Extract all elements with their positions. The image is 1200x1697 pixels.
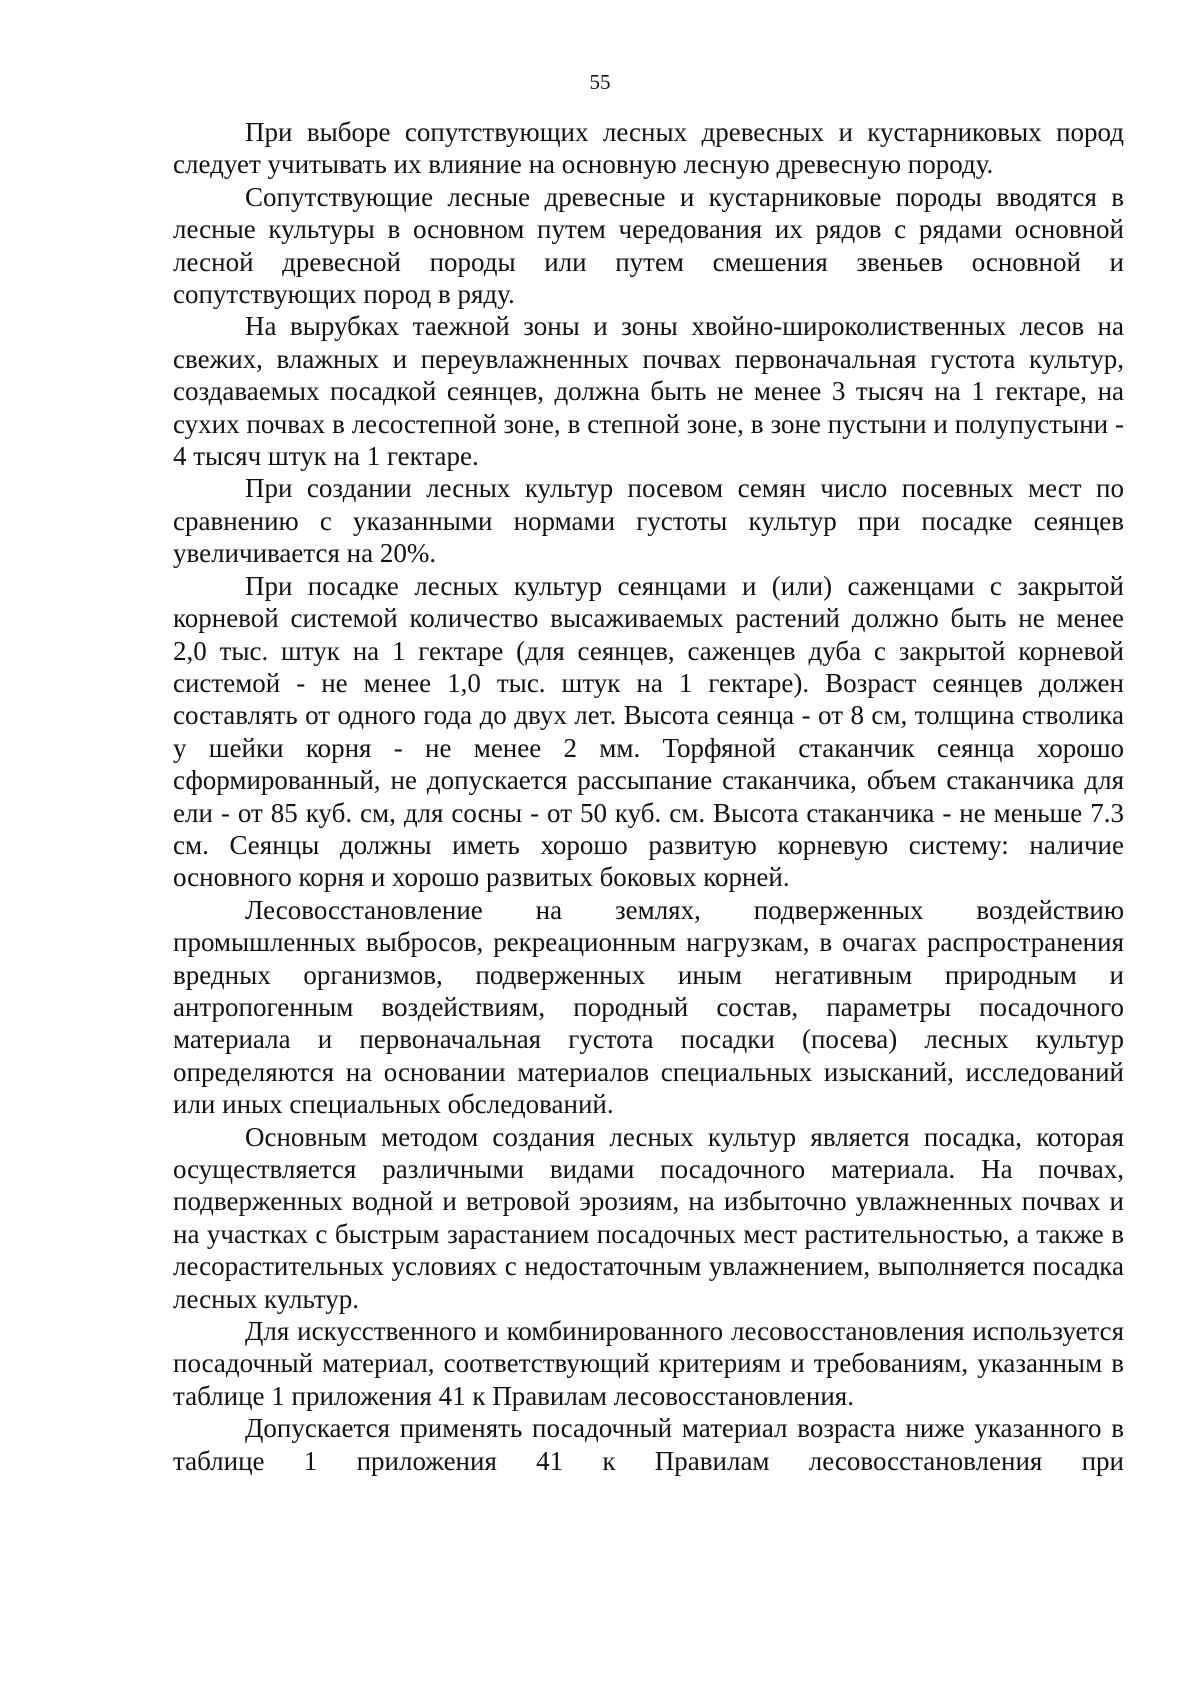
paragraph: При выборе сопутствующих лесных древесных и кустарниковых пород следует учитывать их влияние на основную лесную древесную породу. (173, 117, 1124, 180)
paragraph: Лесовосстановление на землях, подверженных воздействию промышленных выбросов, рекреационным нагрузкам, в очагах распространения вредных организмов, подверженных иным негативным природным и антропогенным воздействиям, породный состав, параметры посадочного материала и первоначальная густота посадки (посева) лесных культур определяются на основании материалов специальных изысканий, исследований или иных специальных обследований. (173, 894, 1124, 1120)
paragraph: Сопутствующие лесные древесные и кустарниковые породы вводятся в лесные культуры в основном путем чередования их рядов с рядами основной лесной древесной породы или путем смешения звеньев основной и сопутствующих пород в ряду. (173, 181, 1124, 310)
paragraph: Для искусственного и комбинированного лесовосстановления используется посадочный материал, соответствующий критериям и требованиям, указанным в таблице 1 приложения 41 к Правилам лесовосстановления. (173, 1316, 1124, 1411)
paragraph: На вырубках таежной зоны и зоны хвойно-широколиственных лесов на свежих, влажных и переувлажненных почвах первоначальная густота культур, создаваемых посадкой сеянцев, должна быть не менее 3 тысяч на 1 гектаре, на сухих почвах в лесостепной зоне, в степной зоне, в зоне пустыни и полупустыни - 4 тысяч штук на 1 гектаре. (173, 311, 1124, 472)
paragraph-continued: Допускается применять посадочный материал возраста ниже указанного в таблице 1 приложения 41 к Правилам лесовосстановления при (173, 1413, 1124, 1476)
paragraph: Основным методом создания лесных культур является посадка, которая осуществляется различными видами посадочного материала. На почвах, подверженных водной и ветровой эрозиям, на избыточно увлажненных почвах и на участках с быстрым зарастанием посадочных мест растительностью, а также в лесорастительных условиях с недостаточным увлажнением, выполняется посадка лесных культур. (173, 1121, 1124, 1314)
paragraph: При создании лесных культур посевом семян число посевных мест по сравнению с указанными нормами густоты культур при посадке сеянцев увеличивается на 20%. (173, 473, 1124, 569)
document-body (173, 116, 1124, 1477)
paragraph: При посадке лесных культур сеянцами и (или) саженцами с закрытой корневой системой количество высаживаемых растений должно быть не менее 2,0 тыс. штук на 1 гектаре (для сеянцев, саженцев дуба с закрытой корневой системой - не менее 1,0 тыс. штук на 1 гектаре). Возраст сеянцев должен составлять от одного года до двух лет. Высота сеянца - от 8 см, толщина стволика у шейки корня - не менее 2 мм. Торфяной стаканчик сеянца хорошо сформированный, не допускается рассыпание стаканчика, объем стаканчика для ели - от 85 куб. см, для сосны - от 50 куб. см. Высота стаканчика - не меньше 7.3 см. Сеянцы должны иметь хорошо развитую корневую систему: наличие основного корня и хорошо развитых боковых корней. (173, 570, 1124, 893)
page-number: 55 (589, 70, 611, 94)
